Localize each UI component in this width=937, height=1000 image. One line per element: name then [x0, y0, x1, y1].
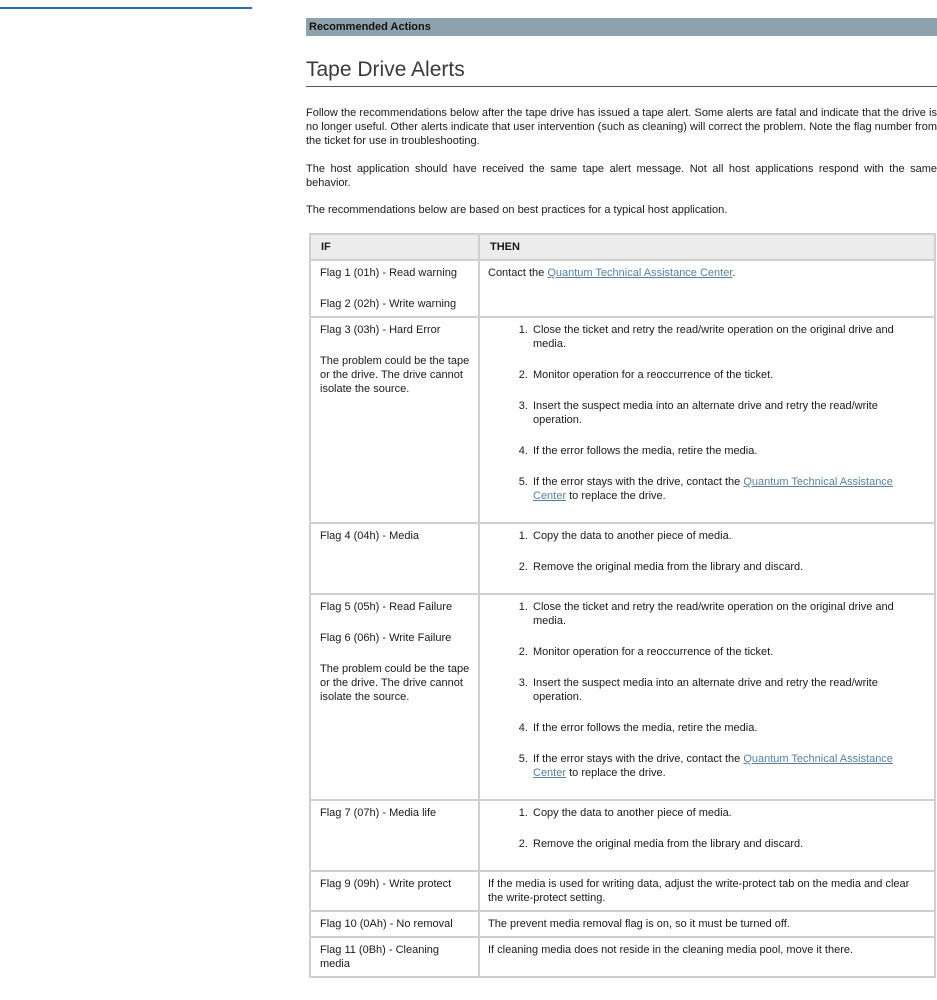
step-item: 2. Remove the original media from the library and discard. — [531, 837, 926, 851]
main-content — [306, 18, 937, 978]
host-paragraph: The host application should have received the same tape alert message. Not all host applications respond with the same behavior. — [306, 163, 937, 189]
steps-list — [488, 529, 926, 574]
then-text: Contact the — [488, 267, 548, 279]
then-cell — [479, 800, 935, 871]
flag-label: Flag 4 (04h) - Media — [320, 530, 420, 542]
alerts-table — [309, 233, 936, 978]
flag-label: Flag 6 (06h) - Write Failure — [320, 632, 452, 644]
step-item: 1. Copy the data to another piece of media. — [531, 806, 926, 820]
if-cell — [310, 871, 479, 911]
then-cell: If the media is used for writing data, adjust the write-protect tab on the media and clear the write-protect setting. — [479, 871, 935, 911]
table-row — [310, 911, 935, 937]
if-cell — [310, 523, 479, 594]
step-item — [531, 752, 926, 780]
intro-paragraph: Follow the recommendations below after the tape drive has issued a tape alert. Some alerts are fatal and indicate that the drive is no longer useful. Other alerts indicate that user intervention (such as cleaning) will correct the problem. Note the flag number from the ticket for use in troubleshooting. — [306, 107, 937, 147]
then-text: . — [732, 267, 736, 279]
section-header: Recommended Actions — [306, 18, 937, 36]
step-item: 2. Monitor operation for a reoccurrence of the ticket. — [531, 645, 926, 659]
flag-note: The problem could be the tape or the drive. The drive cannot isolate the source. — [320, 663, 470, 703]
flag-note: The problem could be the tape or the drive. The drive cannot isolate the source. — [320, 355, 470, 395]
if-cell — [310, 911, 479, 937]
step-item — [531, 475, 926, 503]
recommendation-paragraph: The recommendations below are based on best practices for a typical host application. — [306, 204, 728, 216]
flag-label: Flag 11 (0Bh) - Cleaning media — [320, 944, 440, 970]
step-text: If the error stays with the drive, contact the — [533, 753, 744, 765]
steps-list — [488, 323, 926, 503]
step-item: 1. Close the ticket and retry the read/write operation on the original drive and media. — [531, 600, 926, 628]
step-text: to replace the drive. — [566, 767, 666, 779]
step-item: 3. Insert the suspect media into an alternate drive and retry the read/write operation. — [531, 399, 926, 427]
flag-label: Flag 7 (07h) - Media life — [320, 807, 437, 819]
support-center-link[interactable]: Quantum Technical Assistance Center — [533, 753, 893, 779]
step-item: 3. Insert the suspect media into an alternate drive and retry the read/write operation. — [531, 676, 926, 704]
step-item: 1. Close the ticket and retry the read/write operation on the original drive and media. — [531, 323, 926, 351]
step-item: 4. If the error follows the media, retire the media. — [531, 721, 926, 735]
flag-label: Flag 10 (0Ah) - No removal — [320, 918, 453, 930]
table-row — [310, 594, 935, 800]
steps-list — [488, 806, 926, 851]
table-row — [310, 800, 935, 871]
step-item: 4. If the error follows the media, retire the media. — [531, 444, 926, 458]
col-header-then: THEN — [479, 234, 935, 260]
table-row — [310, 317, 935, 523]
table-header-row — [310, 234, 935, 260]
if-cell — [310, 937, 479, 977]
then-cell — [479, 317, 935, 523]
if-cell — [310, 800, 479, 871]
table-row — [310, 523, 935, 594]
table-row — [310, 937, 935, 977]
if-cell — [310, 594, 479, 800]
table-row — [310, 871, 935, 911]
then-cell — [479, 523, 935, 594]
sidebar-divider — [0, 7, 252, 9]
flag-label: Flag 1 (01h) - Read warning — [320, 267, 457, 279]
then-cell: If cleaning media does not reside in the cleaning media pool, move it there. — [479, 937, 935, 977]
flag-label: Flag 2 (02h) - Write warning — [320, 298, 457, 310]
then-cell: The prevent media removal flag is on, so it must be turned off. — [479, 911, 935, 937]
step-text: to replace the drive. — [566, 490, 666, 502]
if-cell — [310, 260, 479, 317]
if-cell — [310, 317, 479, 523]
col-header-if: IF — [310, 234, 479, 260]
support-center-link[interactable]: Quantum Technical Assistance Center — [533, 476, 893, 502]
flag-label: Flag 3 (03h) - Hard Error — [320, 324, 441, 336]
page-title: Tape Drive Alerts — [306, 58, 937, 87]
flag-label: Flag 9 (09h) - Write protect — [320, 878, 452, 890]
step-item: 2. Remove the original media from the library and discard. — [531, 560, 926, 574]
then-cell — [479, 594, 935, 800]
step-item: 1. Copy the data to another piece of media. — [531, 529, 926, 543]
table-row — [310, 260, 935, 317]
step-text: If the error stays with the drive, contact the — [533, 476, 744, 488]
flag-label: Flag 5 (05h) - Read Failure — [320, 601, 453, 613]
step-item: 2. Monitor operation for a reoccurrence of the ticket. — [531, 368, 926, 382]
support-center-link[interactable]: Quantum Technical Assistance Center — [547, 267, 733, 279]
then-cell — [479, 260, 935, 317]
steps-list — [488, 600, 926, 780]
